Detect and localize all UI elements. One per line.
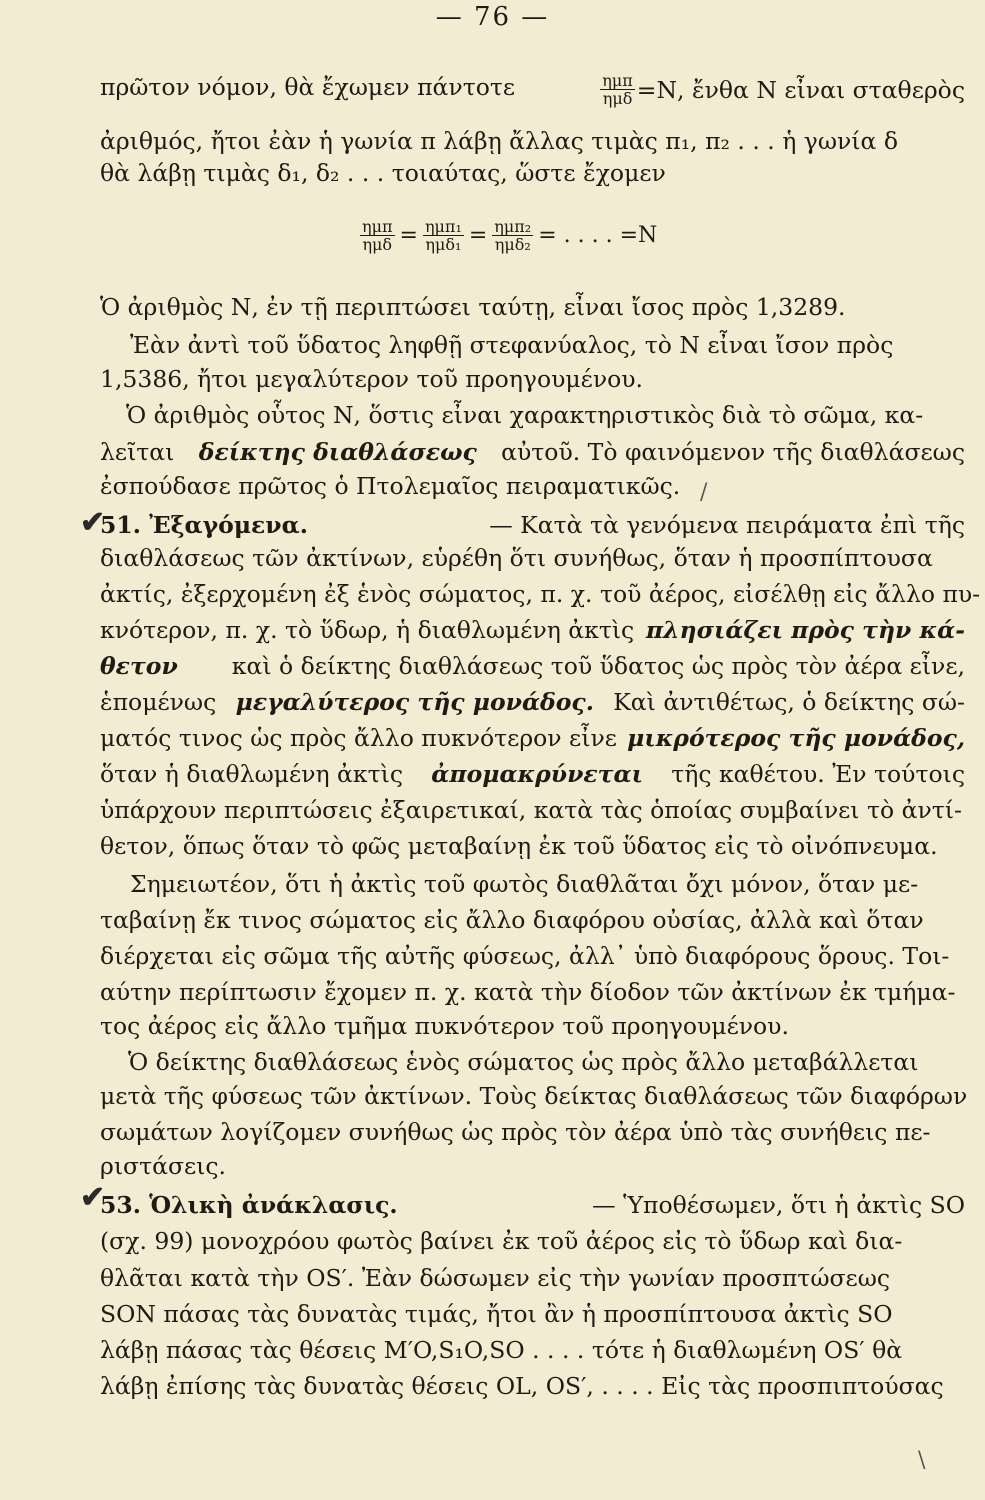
text-fragment: τος ἀέρος εἰς ἄλλο τμῆμα πυκνότερον τοῦ προηγουμένου. xyxy=(100,1012,789,1040)
section-heading-line xyxy=(100,1190,965,1220)
text-fragment: ματός τινος ὡς πρὸς ἄλλο πυκνότερον εἶνε xyxy=(100,724,617,752)
text-fragment: 1,5386, ἤτοι μεγαλύτερον τοῦ προηγουμένου. xyxy=(100,365,644,393)
text-fragment: αὐτοῦ. Τὸ φαινόμενον τῆς διαθλάσεως xyxy=(501,438,965,466)
text-fragment: τῆς καθέτου. Ἐν τούτοις xyxy=(671,760,965,788)
text-fragment: θλᾶται κατὰ τὴν OS′. Ἐὰν δώσωμεν εἰς τὴν γωνίαν προσπτώσεως xyxy=(100,1264,891,1292)
text-line xyxy=(100,330,965,360)
text-fragment: λάβῃ πάσας τὰς θέσεις M′O,S₁O,SO . . . . τότε ἡ διαθλωμένη OS′ θὰ xyxy=(100,1336,903,1364)
text-line xyxy=(100,977,965,1007)
text-line xyxy=(100,437,965,467)
text-fragment: καὶ ὁ δείκτης διαθλάσεως τοῦ ὕδατος ὡς πρὸς τὸν ἀέρα εἶνε, xyxy=(231,652,965,680)
text-fragment: ὑπάρχουν περιπτώσεις ἐξαιρετικαί, κατὰ τὰς ὁποίας συμβαίνει τὸ ἀντί- xyxy=(100,796,962,824)
text-fragment: σωμάτων λογίζομεν συνήθως ὡς πρὸς τὸν ἀέρα ὑπὸ τὰς συνήθεις πε- xyxy=(100,1118,931,1146)
equation-tail: = . . . . =Ν xyxy=(538,223,658,248)
page-number: — 76 — xyxy=(435,2,550,32)
text-line xyxy=(100,158,965,188)
text-line xyxy=(100,126,965,156)
text-fragment: Ὁ δείκτης διαθλάσεως ἑνὸς σώματος ὡς πρὸς ἄλλο μεταβάλλεται xyxy=(128,1048,919,1076)
text-fragment: ἑπομένως xyxy=(100,688,217,716)
text-fragment: — Κατὰ τὰ γενόμενα πειράματα ἐπὶ τῆς xyxy=(489,511,965,539)
text-fragment: θετον, ὅπως ὅταν τὸ φῶς μεταβαίνῃ ἐκ τοῦ ὕδατος εἰς τὸ οἰνόπνευμα. xyxy=(100,832,938,860)
fraction xyxy=(600,72,635,107)
bold-term: πλησιάζει πρὸς τὴν κά- xyxy=(645,616,965,644)
fraction-denominator: ημδ xyxy=(602,89,633,108)
fraction-numerator: ημπ xyxy=(602,71,633,90)
text-fragment: ἀκτίς, ἐξερχομένη ἐξ ἑνὸς σώματος, π. χ. τοῦ ἀέρος, εἰσέλθῃ εἰς ἄλλο πυ- xyxy=(100,580,981,608)
text-line xyxy=(100,72,965,107)
text-fragment: Καὶ ἀντιθέτως, ὁ δείκτης σώ- xyxy=(613,688,965,716)
text-fragment: αύτην περίπτωσιν ἔχομεν π. χ. κατὰ τὴν δίοδον τῶν ἀκτίνων ἐκ τμήμα- xyxy=(100,978,956,1006)
text-fragment: κνότερον, π. χ. τὸ ὕδωρ, ἡ διαθλωμένη ἀκτὶς xyxy=(100,616,635,644)
text-fragment: μετὰ τῆς φύσεως τῶν ἀκτίνων. Τοὺς δείκτας διαθλάσεως τῶν διαφόρων xyxy=(100,1082,968,1110)
text-line xyxy=(100,1299,965,1329)
text-line xyxy=(100,579,981,609)
text-line xyxy=(100,1263,965,1293)
pencil-mark-icon: / xyxy=(700,480,708,505)
bold-term: ἀπομακρύνεται xyxy=(431,760,643,788)
text-fragment: ταβαίνῃ ἔκ τινος σώματος εἰς ἄλλο διαφόρου οὐσίας, ἀλλὰ καὶ ὅταν xyxy=(100,906,924,934)
text-line xyxy=(100,905,965,935)
fraction-numerator: ημπ₂ xyxy=(494,217,532,236)
text-line xyxy=(100,1047,965,1077)
text-fragment: πρῶτον νόμον, θὰ ἔχωμεν πάντοτε xyxy=(100,73,516,101)
text-fragment: =Ν, ἔνθα Ν εἶναι σταθερὸς xyxy=(636,75,965,104)
checkmark-icon: ✔ xyxy=(80,505,106,540)
text-line xyxy=(100,1371,965,1401)
inline-ratio xyxy=(598,72,965,107)
text-fragment: Σημειωτέον, ὅτι ἡ ἀκτὶς τοῦ φωτὸς διαθλᾶται ὄχι μόνον, ὅταν με- xyxy=(130,870,919,898)
text-line xyxy=(100,1226,965,1256)
text-line xyxy=(100,869,965,899)
bold-term: δείκτης διαθλάσεως xyxy=(198,438,477,466)
text-line xyxy=(100,1151,965,1181)
text-fragment: ὅταν ἡ διαθλωμένη ἀκτὶς xyxy=(100,760,403,788)
text-fragment: Ἐὰν ἀντὶ τοῦ ὕδατος ληφθῇ στεφανύαλος, τὸ Ν εἶναι ἴσον πρὸς xyxy=(130,331,894,359)
fraction-denominator: ημδ xyxy=(362,235,393,254)
bold-term: μεγαλύτερος τῆς μονάδος. xyxy=(235,688,594,716)
fraction-numerator: ημπ xyxy=(362,217,393,236)
text-fragment: ριστάσεις. xyxy=(100,1152,227,1180)
text-fragment: θὰ λάβῃ τιμὰς δ₁, δ₂ . . . τοιαύτας, ὥστε ἔχομεν xyxy=(100,159,666,187)
text-fragment: διέρχεται εἰς σῶμα τῆς αὐτῆς φύσεως, ἀλλ᾽ ὑπὸ διαφόρους ὅρους. Τοι- xyxy=(100,942,950,970)
text-fragment: λάβῃ ἐπίσης τὰς δυνατὰς θέσεις OL, OS′, . . . . Εἰς τὰς προσπιπτούσας xyxy=(100,1372,944,1400)
fraction xyxy=(492,218,533,253)
text-line xyxy=(100,471,965,501)
fraction-denominator: ημδ₂ xyxy=(494,235,531,254)
text-line xyxy=(100,400,965,430)
text-fragment: (σχ. 99) μονοχρόου φωτὸς βαίνει ἐκ τοῦ ἀέρος εἰς τὸ ὕδωρ καὶ δια- xyxy=(100,1227,903,1255)
text-line xyxy=(100,615,965,645)
text-fragment: Ὁ ἀριθμὸς οὗτος Ν, ὅστις εἶναι χαρακτηριστικὸς διὰ τὸ σῶμα, κα- xyxy=(126,401,924,429)
text-line xyxy=(100,759,965,789)
text-fragment: SON πάσας τὰς δυνατὰς τιμάς, ἤτοι ἂν ἡ προσπίπτουσα ἀκτὶς SO xyxy=(100,1300,893,1328)
text-line xyxy=(100,687,965,717)
equation xyxy=(358,218,660,253)
text-fragment: Ὁ ἀριθμὸς Ν, ἐν τῇ περιπτώσει ταύτῃ, εἶναι ἴσος πρὸς 1,3289. xyxy=(100,293,846,321)
text-line xyxy=(100,1335,965,1365)
section-heading: 53. Ὁλικὴ ἀνάκλασις. xyxy=(100,1191,398,1219)
fraction-denominator: ημδ₁ xyxy=(425,235,462,254)
text-line xyxy=(100,831,965,861)
text-fragment: λεῖται xyxy=(100,438,175,466)
text-line xyxy=(100,723,965,753)
fraction xyxy=(423,218,464,253)
text-line xyxy=(100,795,965,825)
text-fragment: ἐσπούδασε πρῶτος ὁ Πτολεμαῖος πειραματικῶς. xyxy=(100,472,681,500)
equals-sign: = xyxy=(399,223,418,248)
text-line xyxy=(100,1011,965,1041)
text-line xyxy=(100,364,965,394)
section-heading-line xyxy=(100,510,965,540)
text-line xyxy=(100,651,965,681)
checkmark-icon: ✔ xyxy=(80,1180,106,1215)
text-line xyxy=(100,941,965,971)
fraction xyxy=(360,218,395,253)
bold-term: θετον xyxy=(100,652,178,680)
bold-term: μικρότερος τῆς μονάδος, xyxy=(627,724,965,752)
text-line xyxy=(100,292,965,322)
section-heading: 51. Ἐξαγόμενα. xyxy=(100,511,308,539)
pencil-mark-icon: \ xyxy=(918,1448,926,1473)
text-fragment: διαθλάσεως τῶν ἀκτίνων, εὑρέθη ὅτι συνήθως, ὅταν ἡ προσπίπτουσα xyxy=(100,544,933,572)
text-line xyxy=(100,543,965,573)
text-fragment: — Ὑποθέσωμεν, ὅτι ἡ ἀκτὶς SO xyxy=(592,1191,965,1219)
text-line xyxy=(100,1117,965,1147)
text-fragment: ἀριθμός, ἤτοι ἐὰν ἡ γωνία π λάβῃ ἄλλας τιμὰς π₁, π₂ . . . ἡ γωνία δ xyxy=(100,127,898,155)
fraction-numerator: ημπ₁ xyxy=(424,217,462,236)
equals-sign: = xyxy=(468,223,488,248)
text-line xyxy=(100,1081,968,1111)
